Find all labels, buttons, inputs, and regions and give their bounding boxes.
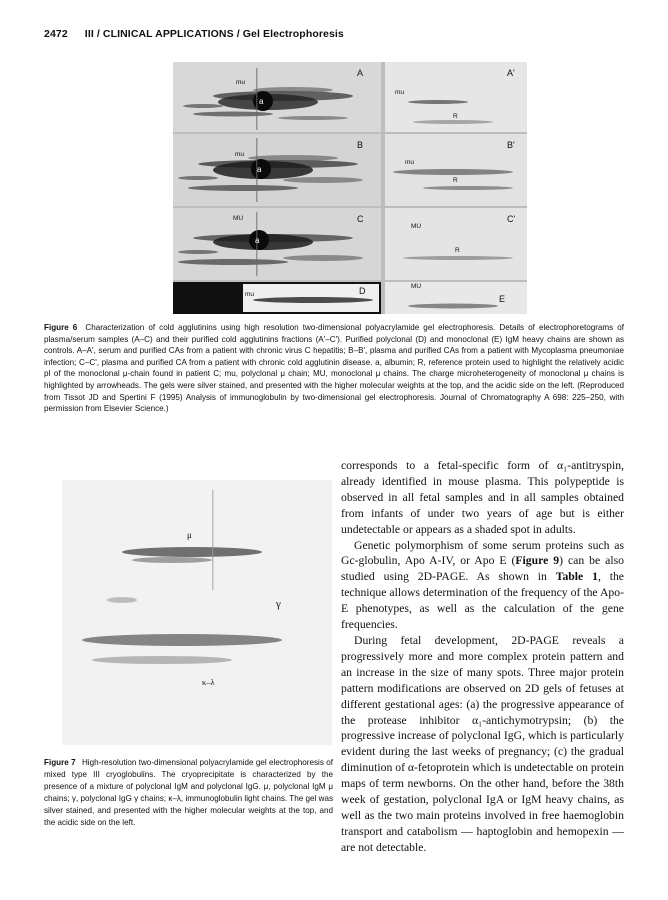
- table-1-ref: Table 1: [555, 570, 598, 584]
- paragraph-1: corresponds to a fetal-specific form of α₁-antitryspin, already identified in mouse plasma. This polypeptide is observed in all fetal samples and in all samples obtained from infants of under two years of age but is either undetectable or appears as a shaded spot in adults.: [341, 459, 624, 536]
- figure-9-ref: Figure 9: [515, 554, 560, 568]
- light-chain-spots: [82, 634, 282, 646]
- paragraph-2-part-b: ) can be also studied using 2D-PAGE. As shown in: [341, 554, 624, 584]
- figure-6-caption-text: Characterization of cold agglutinins using high resolution two-dimensional polyacrylamide gel electrophoresis. Details of electrophoretograms of plasma/serum samples (A–C) and their purified cold agglutinins fractions (A'–C'). Purified polyclonal (D) and monoclonal (E) IgM heavy chains are shown as controls. A–A', serum and purified CAs from a patient with chronic virus C hepatitis; B–B', plasma and purified CAs from a patient with Mycoplasma pneumoniae infection; C–C', plasma and purified CA from a patient with chronic cold agglutinin disease. a, albumin; R, reference protein used to highlight the relatively acidic pI of the monoclonal μ-chain found in patient C; mu, polyclonal μ chain; MU, monoclonal μ chains. The charge microheterogeneity of monoclonal μ chains is highlighted by arrowheads. The gels were silver stained, and presented with the higher molecular weights at the top, and the acidic side on the left. (Reproduced from Tissot JD and Spertini F (1995) Analysis of immunoglobulin by two-dimensional gel electrophoresis. Journal of Chromatography A 698: 225–250, with permission from Elsevier Science.): [44, 323, 625, 414]
- label-a-prime: A': [507, 68, 515, 78]
- body-text-column: [341, 458, 624, 856]
- label-gamma: γ: [276, 598, 281, 610]
- section-title: III / CLINICAL APPLICATIONS / Gel Electrophoresis: [84, 28, 344, 40]
- paragraph-2-part-a: Genetic polymorphism of some serum proteins such as Gc-globulin, Apo A-IV, or Apo E (: [341, 538, 624, 568]
- figure-7-label: Figure 7: [44, 758, 76, 767]
- annot-mu-a-prime: mu: [395, 89, 405, 96]
- figure-7-caption: [44, 757, 333, 830]
- annot-ref-a-prime: R: [453, 113, 458, 120]
- figure-6-gels: [173, 62, 527, 314]
- mu-chain-spots: [122, 547, 262, 557]
- paragraph-2: [341, 538, 624, 633]
- figure-7-caption-text: High-resolution two-dimensional polyacrylamide gel electrophoresis of mixed type III cryoglobulins. The cryoprecipitate is characterized by the presence of a mixture of polyclonal IgM and polyclonal IgG. μ, polyclonal IgM μ chains; γ, polyclonal IgG γ chains; κ–λ, immunoglobulin light chains. The gel was silver stained, and presented with the higher molecular weights at the top, and the acidic side on the left.: [44, 758, 333, 828]
- annot-mu-b: mu: [235, 151, 245, 158]
- label-e: E: [499, 294, 506, 304]
- label-a: A: [357, 68, 364, 78]
- figure-7-gel: [62, 480, 332, 745]
- panel-c-prime: [385, 208, 527, 280]
- label-b-prime: B': [507, 140, 515, 150]
- label-d: D: [359, 286, 366, 296]
- annot-ref-b-prime: R: [453, 177, 458, 184]
- paragraph-3: During fetal development, 2D-PAGE reveals a progressively more and more complex protein pattern and an increase in the size of many spots. Three major protein pattern modifications are observed on 2D gels of fetuses at different gestational ages: (a) the progressive appearance of the protease inhibitor α₁-antichymotrypsin; (b) the progressive increase of polyclonal IgG, which is particularly evident during the last weeks of pregnancy; (c) the gradual diminution of α-fetoprotein which is undetectable on protein maps of term newborns. On the other hand, before the 38th week of gestation, polyclonal IgA or IgM heavy chains, as well as the two main proteins involved in free haemoglobin transport and catabolism — haptoglobin and hemopexin — are not detectable.: [341, 633, 625, 854]
- annot-mu-e: MU: [411, 283, 422, 290]
- page-number: 2472: [44, 28, 68, 40]
- annot-mu-a: mu: [236, 79, 246, 86]
- figure-6-caption: [44, 322, 624, 415]
- figure-7-image: [62, 480, 332, 745]
- annot-mu-b-prime: mu: [405, 159, 415, 166]
- paragraph-2-part-c: , the technique allows determination of the frequency of the Apo-E phenotypes, as well as the calculation of the gene frequencies.: [341, 570, 624, 632]
- annot-albumin-b: a: [257, 165, 262, 174]
- annot-albumin-a: a: [259, 97, 264, 106]
- annot-ref-c-prime: R: [455, 247, 460, 254]
- annot-albumin-c: a: [255, 236, 260, 245]
- panel-e: [385, 282, 527, 314]
- label-b: B: [357, 140, 364, 150]
- label-c: C: [357, 214, 364, 224]
- annot-mu-c: MU: [233, 215, 244, 222]
- annot-mu-c-prime: MU: [411, 223, 422, 230]
- label-kappa-lambda: κ–λ: [202, 677, 215, 687]
- annot-mu-d: mu: [245, 291, 255, 298]
- label-c-prime: C': [507, 214, 516, 224]
- figure-6-image: [173, 62, 527, 314]
- label-mu: μ: [187, 530, 192, 540]
- figure-6-label: Figure 6: [44, 323, 78, 332]
- running-header: [44, 28, 624, 40]
